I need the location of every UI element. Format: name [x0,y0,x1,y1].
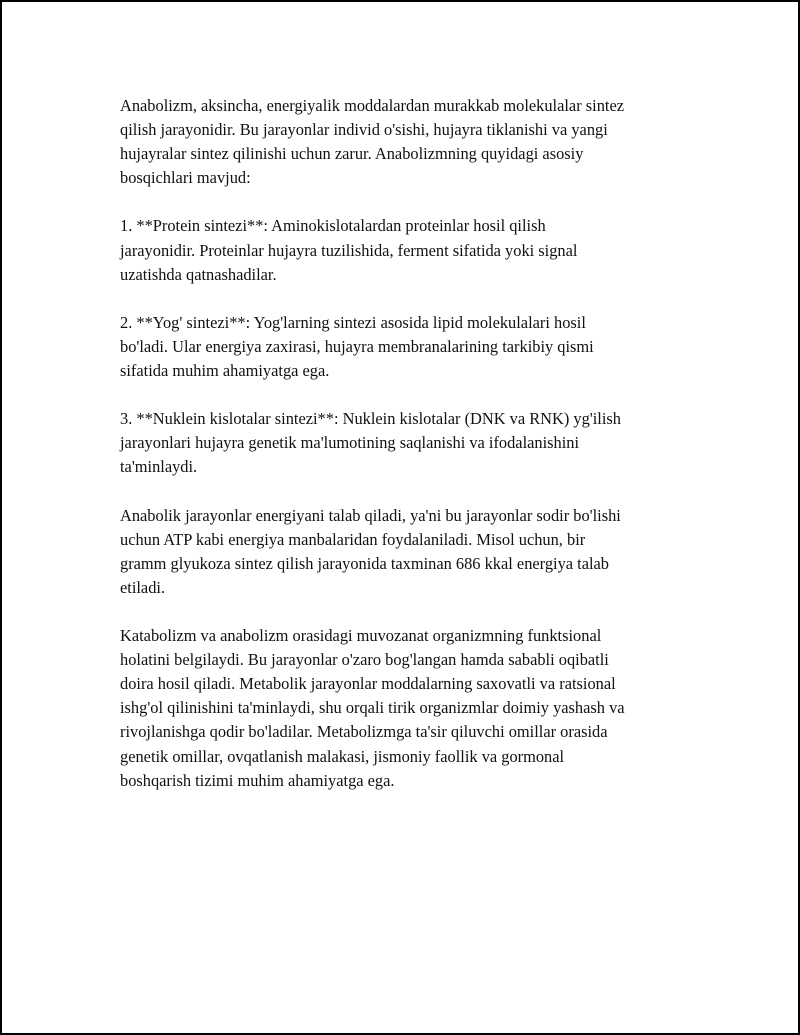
text-line: holatini belgilaydi. Bu jarayonlar o'zaro bog'langan hamda sababli oqibatli [120,650,609,670]
text-line: jarayonidir. Proteinlar hujayra tuzilishida, ferment sifatida yoki signal [120,240,578,260]
paragraph-metabolic-balance [120,624,720,793]
text-line: Anabolik jarayonlar energiyani talab qiladi, ya'ni bu jarayonlar sodir bo'lishi [120,505,621,525]
paragraph-anabolic-energy [120,504,720,600]
text-line: boshqarish tizimi muhim ahamiyatga ega. [120,770,395,790]
text-line: uzatishda qatnashadilar. [120,264,277,284]
text-line: bo'ladi. Ular energiya zaxirasi, hujayra membranalarining tarkibiy qismi [120,336,594,356]
text-line: rivojlanishga qodir bo'ladilar. Metabolizmga ta'sir qiluvchi omillar orasida [120,722,608,742]
text-line: Katabolizm va anabolizm orasidagi muvozanat organizmning funktsional [120,626,602,646]
paragraph-fat-synthesis [120,311,720,383]
text-line: qilish jarayonidir. Bu jarayonlar individ o'sishi, hujayra tiklanishi va yangi [120,120,608,140]
text-line: uchun ATP kabi energiya manbalaridan foydalaniladi. Misol uchun, bir [120,529,586,549]
text-line: genetik omillar, ovqatlanish malakasi, jismoniy faollik va gormonal [120,746,565,766]
paragraph-protein-synthesis [120,214,720,286]
paragraph-nucleic-acid-synthesis [120,407,720,479]
text-line: hujayralar sintez qilinishi uchun zarur. Anabolizmning quyidagi asosiy [120,144,584,164]
text-line: ta'minlaydi. [120,457,198,477]
text-line: doira hosil qiladi. Metabolik jarayonlar moddalarning saxovatli va ratsional [120,674,616,694]
text-line: ishg'ol qilinishini ta'minlaydi, shu orqali tirik organizmlar doimiy yashash va [120,698,625,718]
text-line: 2. **Yog' sintezi**: Yog'larning sintezi asosida lipid molekulalari hosil [120,312,586,332]
text-line: Anabolizm, aksincha, energiyalik moddalardan murakkab molekulalar sintez [120,96,624,115]
text-line: etiladi. [120,577,166,597]
text-line: 1. **Protein sintezi**: Aminokislotalardan proteinlar hosil qilish [120,216,546,236]
text-line: bosqichlari mavjud: [120,168,251,188]
text-line: sifatida muhim ahamiyatga ega. [120,361,330,381]
text-line: gramm glyukoza sintez qilish jarayonida taxminan 686 kkal energiya talab [120,553,609,573]
document-body [120,94,720,793]
text-line: jarayonlari hujayra genetik ma'lumotining saqlanishi va ifodalanishini [120,433,580,453]
paragraph-anabolism-intro [120,94,720,190]
text-line: 3. **Nuklein kislotalar sintezi**: Nuklein kislotalar (DNK va RNK) yg'ilish [120,409,621,429]
